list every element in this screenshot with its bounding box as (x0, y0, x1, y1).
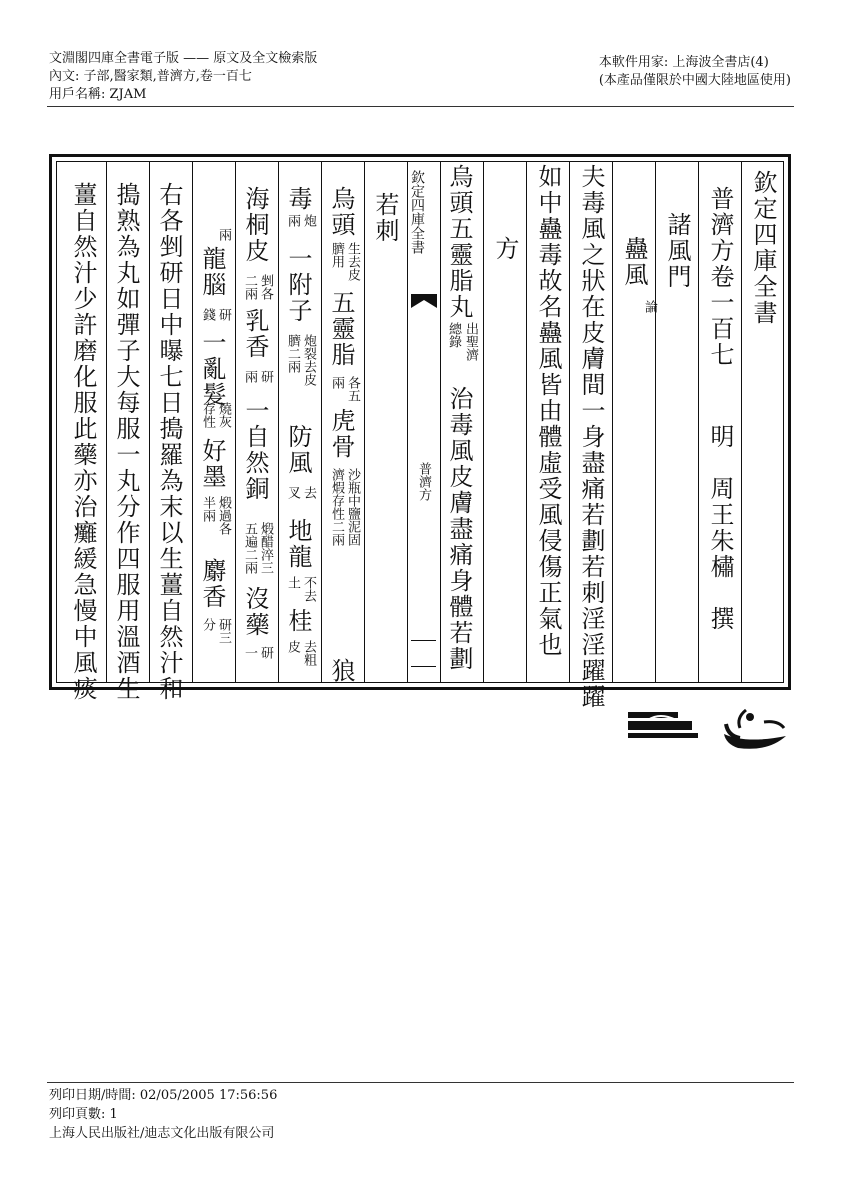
ingredient-dilong: 地龍 (284, 518, 312, 570)
ingredient-note: 研 (258, 646, 273, 659)
publisher-logo (628, 706, 792, 752)
col-divider (235, 162, 236, 682)
ingredient-note: 皮 (285, 640, 300, 653)
volume-title: 普濟方卷一百七 (706, 186, 734, 368)
ingredient-note: 兩 (285, 214, 300, 227)
print-datetime: 列印日期/時間: 02/05/2005 17:56:56 (49, 1088, 278, 1103)
col-divider (698, 162, 699, 682)
ingredient-haitongpi: 海桐皮 (241, 186, 269, 264)
ingredient-haomo: 好墨 (198, 438, 226, 490)
ingredient-note: 半兩 (200, 496, 215, 522)
ingredient-note: 濟煆存性二兩 (329, 468, 344, 546)
ingredient-longnao: 龍腦 (198, 246, 226, 298)
intro-line-2: 如中蠱毒故名蠱風皆由體虛受風侵傷正氣也 (534, 164, 562, 658)
ingredient-gui: 桂 (284, 608, 312, 634)
ingredient-note: 臍二兩 (285, 334, 300, 373)
footer (49, 1086, 277, 1143)
ingredient-hugu: 虎骨 (327, 408, 355, 460)
banner-rule (411, 640, 436, 641)
recipe-source-note-b: 總錄 (446, 322, 461, 348)
gu-feng-note: 論 (642, 300, 657, 313)
ingredient-note: 各五 (345, 376, 360, 402)
author-line: 明 周王朱橚 撰 (706, 424, 734, 632)
ingredient-note: 炮裂去皮 (301, 334, 316, 386)
ingredient-note: 剉各 (258, 274, 273, 300)
banner-book-name: 普濟方 (416, 462, 431, 501)
ingredient-note: 五遍二兩 (242, 522, 257, 574)
ingredient-shexiang: 麝香 (198, 558, 226, 610)
recipe-name: 烏頭五靈脂丸 (445, 164, 473, 320)
col-divider (741, 162, 742, 682)
ingredient-zirantong: 一自然銅 (241, 398, 269, 502)
method-line-3: 薑自然汁少許磨化服此藥亦治癱緩急慢中風痰 (69, 182, 97, 702)
ingredient-note: 一 (242, 646, 257, 659)
fishtail-mark-icon (411, 294, 437, 308)
ingredient-note: 錢 (200, 308, 215, 321)
col-divider (612, 162, 613, 682)
ingredient-note: 燒灰 (216, 402, 231, 428)
publisher-logo-icon (628, 706, 792, 752)
ingredient-moyao: 沒藥 (241, 586, 269, 638)
header-left (49, 50, 317, 104)
header-content-path: 內文: 子部,醫家類,普濟方,卷一百七 (49, 69, 252, 84)
ingredient-note: 沙瓶中鹽泥固 (345, 468, 360, 546)
method-line-2: 搗熟為丸如彈子大每服一丸分作四服用溫酒生 (112, 182, 140, 702)
publisher-credit: 上海人民出版社/迪志文化出版有限公司 (49, 1126, 275, 1141)
ingredient-note: 存性 (200, 402, 215, 428)
ingredient-note: 兩 (329, 376, 344, 389)
ingredient-note: 土 (285, 576, 300, 589)
ruoci-text: 若刺 (371, 192, 399, 244)
ingredient-note: 兩 (242, 370, 257, 383)
col-divider (192, 162, 193, 682)
ingredient-luanfa: 一亂髮 (198, 330, 226, 408)
col-divider (440, 162, 441, 682)
col-divider (149, 162, 150, 682)
ingredient-note: 分 (200, 618, 215, 631)
ingredient-note: 去 (301, 486, 316, 499)
col-divider (569, 162, 570, 682)
header-divider (47, 106, 794, 107)
method-line-1: 右各剉研日中曝七日搗羅為末以生薑自然汁和 (155, 182, 183, 702)
ingredient-wutou: 烏頭 (327, 186, 355, 238)
ingredient-fuzi: 一附子 (284, 246, 312, 324)
footer-divider (47, 1082, 794, 1083)
header-right (599, 54, 791, 90)
col-divider (278, 162, 279, 682)
recipe-source-note-a: 出聖濟 (463, 322, 478, 361)
ingredient-ruxiang: 乳香 (241, 308, 269, 360)
book-title: 欽定四庫全書 (749, 170, 777, 326)
banner-title: 欽定四庫全書 (409, 170, 425, 254)
col-divider (483, 162, 484, 682)
fang-heading: 方 (491, 236, 519, 262)
fold-banner (407, 162, 440, 682)
header-region-note: (本產品僅限於中國大陸地區使用) (598, 73, 791, 88)
header-licensee: 本軟件用家: 上海波全書店(4) (598, 55, 769, 70)
ingredient-note: 煅過各 (216, 496, 231, 535)
book-page-inner (56, 161, 784, 710)
ingredient-wulingzhi: 五靈脂 (327, 290, 355, 368)
ingredient-note: 研三 (216, 618, 231, 644)
ingredient-note: 去粗 (301, 640, 316, 666)
ingredient-note: 煅醋淬三 (258, 522, 273, 574)
ingredient-du: 毒 (284, 186, 312, 212)
ingredient-note: 叉 (285, 486, 300, 499)
col-divider (526, 162, 527, 682)
ingredient-note: 生去皮 (345, 242, 360, 281)
book-page-frame (49, 154, 791, 710)
gu-feng-heading: 蠱風 (620, 236, 648, 288)
col-divider (106, 162, 107, 682)
header-edition: 文淵閣四庫全書電子版 —— 原文及全文檢索版 (49, 51, 318, 66)
header-user: 用戶名稱: ZJAM (49, 87, 147, 102)
col-divider (364, 162, 365, 682)
intro-line-1: 夫毒風之狀在皮膚間一身盡痛若劃若刺淫淫躍躍 (577, 164, 605, 710)
ingredient-note: 炮 (301, 214, 316, 227)
col-divider (321, 162, 322, 682)
section-title: 諸風門 (663, 212, 691, 290)
col-divider (655, 162, 656, 682)
ingredient-note: 二兩 (242, 274, 257, 300)
banner-rule (411, 666, 436, 667)
ingredient-fangfeng: 防風 (284, 424, 312, 476)
print-page-count: 列印頁數: 1 (49, 1107, 118, 1122)
ingredient-note: 研 (216, 308, 231, 321)
recipe-indication: 治毒風皮膚盡痛身體若劃 (445, 386, 473, 672)
ingredient-note: 臍用 (329, 242, 344, 268)
ingredient-note: 不去 (301, 576, 316, 602)
ingredient-note: 研 (258, 370, 273, 383)
ingredient-note: 兩 (216, 228, 231, 241)
ingredient-lang: 狼 (327, 658, 355, 684)
